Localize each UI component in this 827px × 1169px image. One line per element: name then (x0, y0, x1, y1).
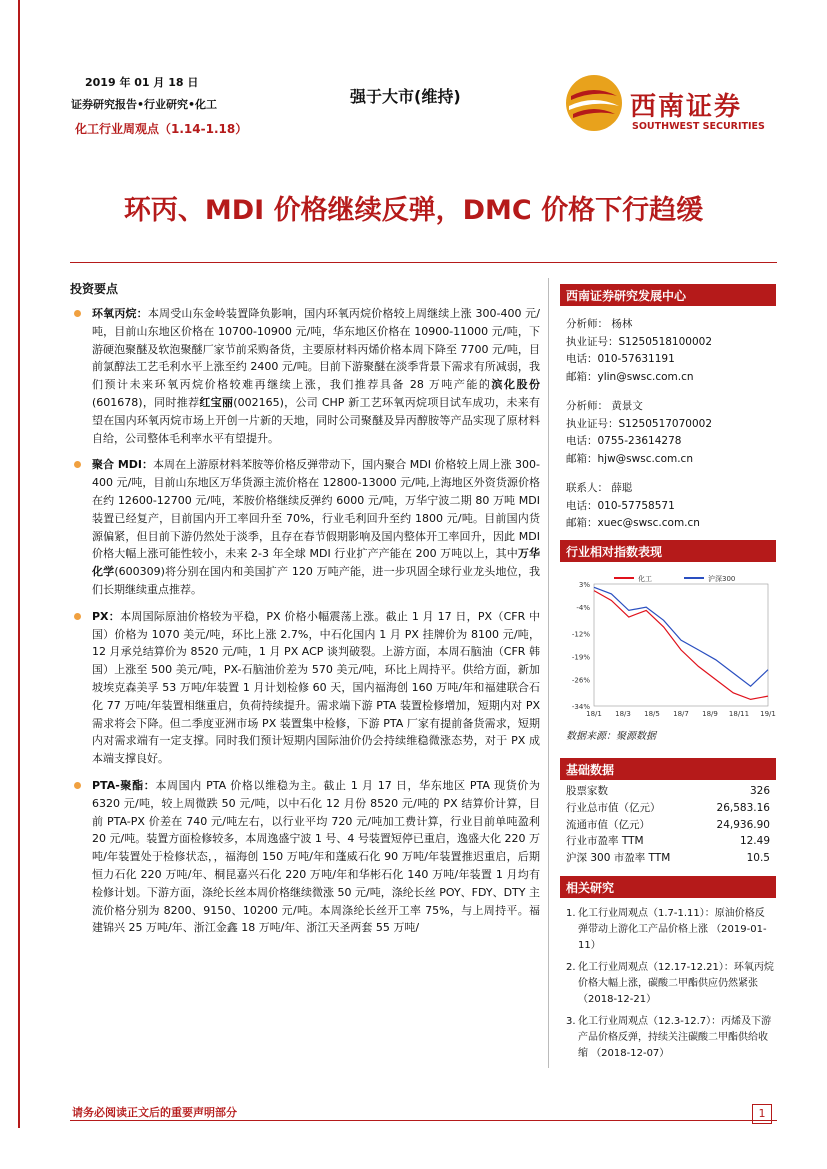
stat-value: 10.5 (746, 852, 770, 865)
research-num: 2. (566, 962, 576, 973)
page-number: 1 (752, 1104, 772, 1124)
bullet-propylene-oxide (70, 305, 540, 447)
research-text: 化工行业周观点（12.17-12.21）：环氧丙烷价格大幅上涨，碳酸二甲酯供应仍然紧张 （2018-12-21） (578, 962, 774, 1005)
bullet-dot-icon (74, 613, 81, 620)
contact-phone: 电话：010-57758571 (566, 499, 675, 512)
y-tick-label: -26% (571, 676, 590, 685)
stats-title: 基础数据 (560, 758, 776, 780)
y-tick-label: -19% (571, 653, 590, 662)
bullet-pta (70, 777, 540, 937)
stock-name: 滨化股份 (491, 378, 540, 392)
research-item[interactable] (566, 1014, 774, 1062)
analyst-license: 执业证号：S1250518100002 (566, 335, 713, 348)
report-type: 证券研究报告•行业研究•化工 (71, 98, 218, 111)
stat-label: 股票家数 (566, 785, 608, 797)
report-date: 2019 年 01 月 18 日 (85, 76, 199, 89)
research-text: 化工行业周观点（1.7-1.11）：原油价格反弹带动上游化工产品价格上涨 （2019-01-11） (578, 908, 767, 951)
y-tick-label: -12% (571, 630, 590, 639)
stat-label: 沪深 300 市盈率 TTM (566, 852, 671, 865)
stat-row (566, 800, 770, 817)
stat-label: 行业总市值（亿元） (566, 801, 661, 814)
weekly-title: 化工行业周观点（1.14-1.18） (75, 122, 248, 136)
chart-source: 数据来源：聚源数据 (566, 731, 656, 742)
analyst-info (566, 316, 776, 533)
x-tick-label: 18/7 (673, 710, 689, 718)
analyst-email: 邮箱：ylin@swsc.com.cn (566, 370, 694, 383)
bullet-lead: 环氧丙烷： (92, 307, 148, 320)
series-line-0 (594, 591, 768, 700)
bullet-dot-icon (74, 782, 81, 789)
stat-row (566, 850, 770, 867)
analyst-name: 分析师： 黄景文 (566, 400, 643, 412)
bullet-text: (600309)将分别在国内和美国扩产 120 万吨产能，进一步巩固全球行业龙头地位，我们长期继续重点推荐。 (92, 565, 540, 596)
bullet-dot-icon (74, 310, 81, 317)
contact-email: 邮箱：xuec@swsc.com.cn (566, 517, 700, 529)
title-divider (70, 262, 777, 263)
stat-value: 326 (749, 785, 770, 797)
stat-label: 流通市值（亿元） (566, 818, 650, 831)
research-num: 3. (566, 1016, 576, 1027)
legend-label: 沪深300 (708, 575, 736, 583)
stock-name: 红宝丽 (199, 395, 234, 409)
related-research (566, 906, 774, 1068)
analyst-phone: 电话：0755-23614278 (566, 435, 682, 447)
left-border-line (18, 0, 20, 1128)
bullet-text: (601678)，同时推荐 (92, 395, 200, 409)
main-title: 环丙、MDI 价格继续反弹，DMC 价格下行趋缓 (123, 195, 704, 226)
stat-row (566, 783, 770, 800)
investment-heading: 投资要点 (70, 282, 119, 296)
center-title: 西南证券研究发展中心 (560, 284, 776, 306)
stat-value: 12.49 (739, 835, 770, 848)
logo-en-text: SOUTHWEST SECURITIES (632, 121, 765, 132)
bullet-mdi (70, 456, 540, 598)
legend-label: 化工 (638, 575, 652, 583)
bullet-text: (002165)，公司 CHP 新工艺环氧丙烷项目试车成功，未来有望在国内环氧丙烷市场上开创一片新的天地，同时公司聚醚及异丙醇胺等产品实现了原材料自给，公司整体毛利率水平有望提升。 (92, 395, 540, 445)
x-tick-label: 19/1 (760, 710, 776, 718)
bullet-dot-icon (74, 461, 81, 468)
logo-icon (565, 74, 623, 132)
bullet-px (70, 608, 540, 768)
chart-title: 行业相对指数表现 (560, 540, 776, 562)
footer-divider (70, 1120, 777, 1121)
analyst-name: 分析师： 杨林 (566, 318, 633, 330)
stat-value: 26,583.16 (716, 801, 770, 814)
footer-note: 请务必阅读正文后的重要声明部分 (72, 1106, 237, 1119)
column-separator (548, 278, 549, 1068)
contact-name: 联系人： 薛聪 (566, 482, 633, 494)
bullet-lead: 聚合 MDI： (92, 458, 154, 472)
y-tick-label: -34% (571, 703, 590, 711)
stat-row (566, 833, 770, 850)
research-item[interactable] (566, 906, 774, 954)
bullet-lead: PTA-聚酯： (92, 778, 156, 792)
analyst-phone: 电话：010-57631191 (566, 353, 675, 365)
x-tick-label: 18/9 (702, 710, 718, 718)
y-tick-label: 3% (578, 581, 590, 589)
rating: 强于大市(维持) (350, 87, 461, 106)
stat-label: 行业市盈率 TTM (566, 835, 644, 848)
bullet-text: 本周国内 PTA 价格以维稳为主。截止 1 月 17 日，华东地区 PTA 现货价为 6320 元/吨，较上周微跌 50 元/吨，以中石化 12 月份 8520 元/吨的 PX 结算价计算，目前 PTA-PX 价差在 740 元/吨左右，以行业平均 720 元/吨加工费计算，行业目前单吨盈利 20 元/吨。装置方面检修较多，本周逸盛宁波 1 号、4 号装置短停已重启，逸盛大化 220 万吨/年装置处于检修状态，，福海创 150 万吨/年和蓬威石化 90 万吨/年装置推迟重启，后期恒力石化 220 万吨/年、桐昆嘉兴石化 220 万吨/年和华彬石化 140 万吨/年装置 1 月均有检修计划。下游方面，涤纶长丝本周价格继续微涨 50 元/吨，涤纶长丝 POY、FDY、DTY 主流价格分别为 8200、9150、10200 元/吨。本周涤纶长丝开工率 75%，与上周持平。福建锦兴 25 万吨/年、浙江金鑫 18 万吨/年、浙江天圣两套 55 万吨/ (92, 778, 540, 935)
bullet-text: 本周国际原油价格较为平稳，PX 价格小幅震荡上涨。截止 1 月 17 日，PX（CFR 中国）价格为 1070 美元/吨，环比上涨 2.7%，中石化国内 1 月 PX 挂牌价为 8100 元/吨，12 月承兑结算价为 8520 元/吨，1 月 PX ACP 谈判破裂。上游方面，本周石脑油（CFR 韩国）上涨至 500 美元/吨，PX-石脑油价差为 570 美元/吨，环比上周持平。供给方面，新加坡埃克森美孚 53 万吨/年装置 1 月计划检修 60 天，国内福海创 160 万吨/年和福建联合石化 77 万吨/年装置相继重启，负荷持续提升。需求端下游 PTA 装置检修增加，短期内对 PX 需求将会下降。但二季度亚洲市场 PX 装置集中检修，下游 PTA 厂家有提前备货需求，短期内对需求端有一定支撑。同时我们预计短期内国际油价仍会持续维稳微涨态势，对于 PX 成本端支撑良好。 (92, 609, 540, 766)
bullet-text: 本周受山东金岭装置降负影响，国内环氧丙烷价格较上周继续上涨 300-400 元/吨，目前山东地区价格在 10700-10900 元/吨，华东地区价格在 10900-11000 元/吨，下游硬泡聚醚及软泡聚醚厂家节前采购备货，主要原材料丙烯价格本周下降至 7700 元/吨，目前氯醇法工艺毛利水平上涨至约 2400 元/吨。目前下游聚醚在淡季背景下需求有所减弱，我们预计未来环氧丙烷价格较难再继续上涨，我们推荐具备 28 万吨产能的 (92, 307, 540, 392)
x-tick-label: 18/11 (728, 710, 750, 718)
research-title: 相关研究 (560, 876, 776, 898)
investment-points (70, 272, 540, 1122)
x-tick-label: 18/1 (586, 710, 602, 718)
analyst-license: 执业证号：S1250517070002 (566, 417, 713, 430)
research-num: 1. (566, 908, 576, 919)
analyst-email: 邮箱：hjw@swsc.com.cn (566, 452, 693, 465)
x-tick-label: 18/5 (644, 710, 660, 718)
research-text: 化工行业周观点（12.3-12.7）：丙烯及下游产品价格反弹，持续关注碳酸二甲酯供给收缩 （2018-12-07） (578, 1016, 772, 1059)
index-chart (560, 570, 776, 725)
bullet-lead: PX： (92, 609, 121, 623)
series-line-1 (594, 587, 768, 686)
stat-value: 24,936.90 (716, 818, 770, 831)
y-tick-label: -4% (576, 604, 590, 613)
research-item[interactable] (566, 960, 774, 1008)
bullet-text: 本周在上游原材料苯胺等价格反弹带动下，国内聚合 MDI 价格较上周上涨 300-400 元/吨，目前山东地区万华货源主流价格在 12800-13000 元/吨,上海地区外资货源价格在约 12600-12700 元/吨，苯胺价格继续反弹约 6000 元/吨，万华宁波二期 80 万吨 MDI 装置已经复产，目前国内开工率回升至 70%，行业毛利回升至约 1800 元/吨。目前国内货源偏紧，但目前下游仍然处于淡季，且存在春节假期影响及国内整体开工率回升，因此 MDI 价格大幅上涨可能性较小，未来 2-3 年全球 MDI 行业扩产产能在 200 万吨以上，其中 (92, 458, 540, 561)
x-tick-label: 18/3 (615, 710, 631, 718)
logo-cn-text: 西南证券 (630, 92, 743, 122)
basic-data-table (566, 783, 770, 867)
stat-row (566, 817, 770, 834)
stock-name: 万华化学 (92, 547, 540, 579)
